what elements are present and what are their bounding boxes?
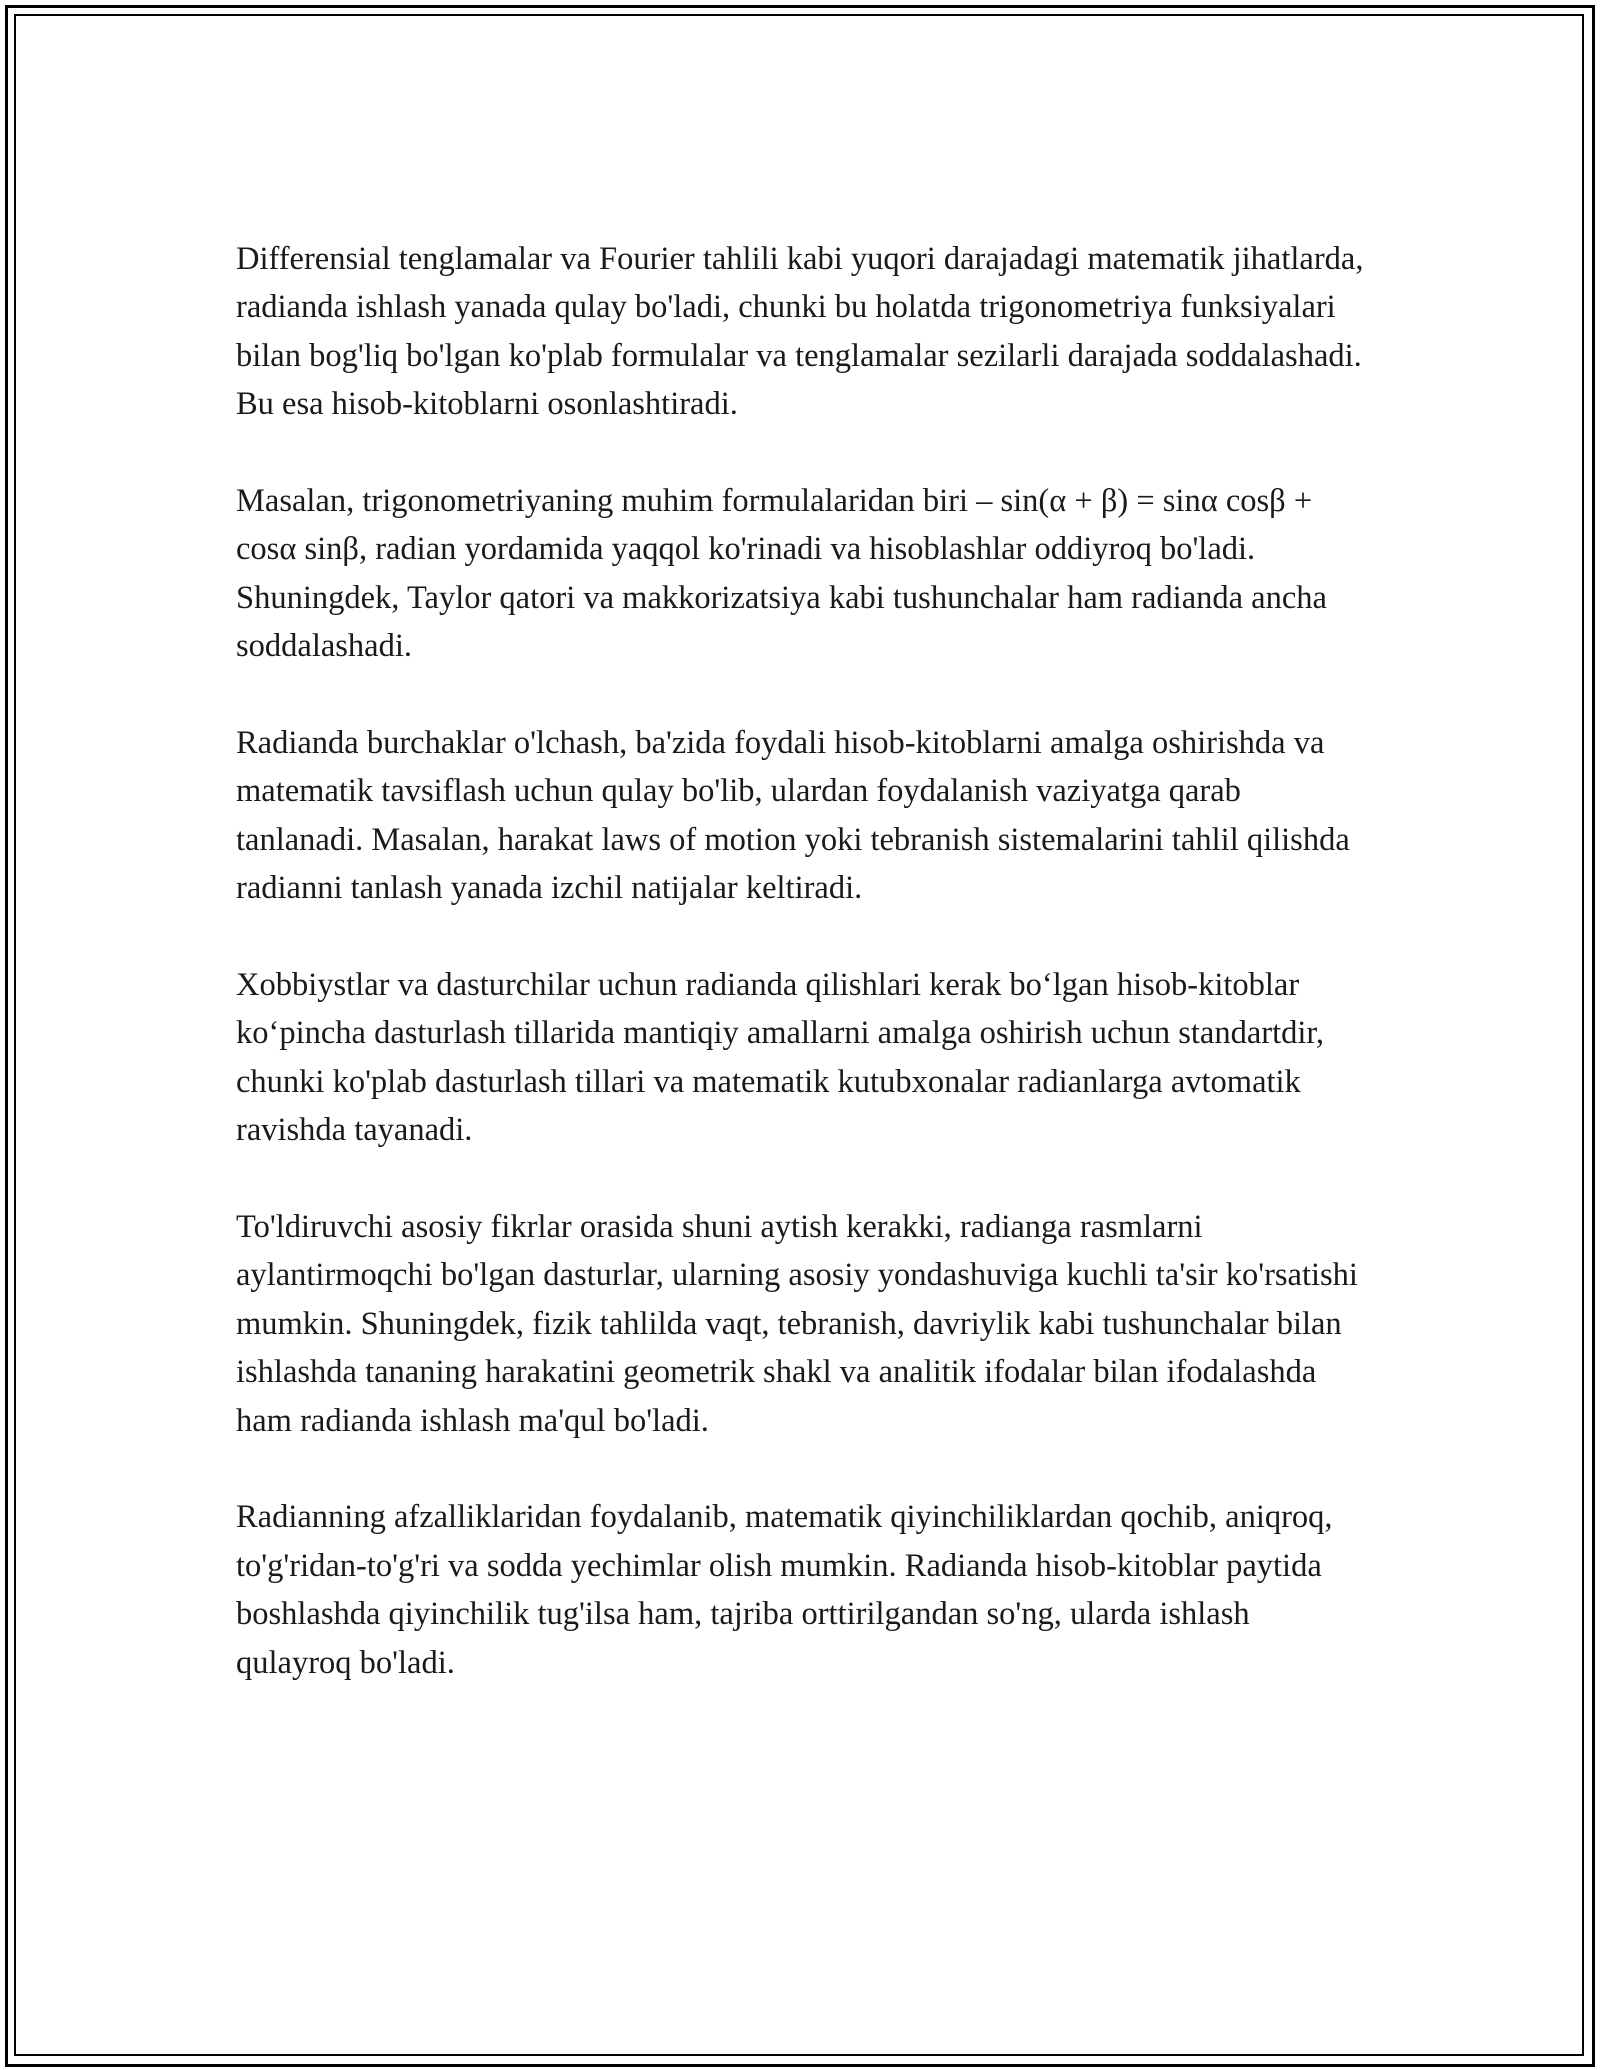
paragraph-5: To'ldiruvchi asosiy fikrlar orasida shuni aytish kerakki, radianga rasmlarni aylantirmoqchi bo'lgan dasturlar, ularning asosiy yondashuviga kuchli ta'sir ko'rsatishi mumkin. Shuningdek, fizik tahlilda vaqt, tebranish, davriylik kabi tushunchalar bilan ishlashda tananing harakatini geometrik shakl va analitik ifodalar bilan ifodalashda ham radianda ishlash ma'qul bo'ladi. <box>236 1209 1358 1439</box>
paragraph-2: Masalan, trigonometriyaning muhim formulalaridan biri – sin(α + β) = sinα cosβ + cosα sinβ, radian yordamida yaqqol ko'rinadi va hisoblashlar oddiyroq bo'ladi. Shuningdek, Taylor qatori va makkorizatsiya kabi tushunchalar ham radianda ancha soddalashadi. <box>236 483 1327 665</box>
document-body <box>236 235 1366 1736</box>
paragraph-3: Radianda burchaklar o'lchash, ba'zida foydali hisob-kitoblarni amalga oshirishda va matematik tavsiflash uchun qulay bo'lib, ulardan foydalanish vaziyatga qarab tanlanadi. Masalan, harakat laws of motion yoki tebranish sistemalarini tahlil qilishda radianni tanlash yanada izchil natijalar keltiradi. <box>236 725 1350 907</box>
paragraph-6: Radianning afzalliklaridan foydalanib, matematik qiyinchiliklardan qochib, aniqroq, to'g'ridan-to'g'ri va sodda yechimlar olish mumkin. Radianda hisob-kitoblar paytida boshlashda qiyinchilik tug'ilsa ham, tajriba orttirilgandan so'ng, ularda ishlash qulayroq bo'ladi. <box>236 1499 1333 1681</box>
paragraph-4: Xobbiystlar va dasturchilar uchun radianda qilishlari kerak bo‘lgan hisob-kitoblar ko‘pincha dasturlash tillarida mantiqiy amallarni amalga oshirish uchun standartdir, chunki ko'plab dasturlash tillari va matematik kutubxonalar radianlarga avtomatik ravishda tayanadi. <box>236 967 1325 1149</box>
paragraph-1: Differensial tenglamalar va Fourier tahlili kabi yuqori darajadagi matematik jihatlarda, radianda ishlash yanada qulay bo'ladi, chunki bu holatda trigonometriya funksiyalari bilan bog'liq bo'lgan ko'plab formulalar va tenglamalar sezilarli darajada soddalashadi. Bu esa hisob-kitoblarni osonlashtiradi. <box>236 241 1364 423</box>
